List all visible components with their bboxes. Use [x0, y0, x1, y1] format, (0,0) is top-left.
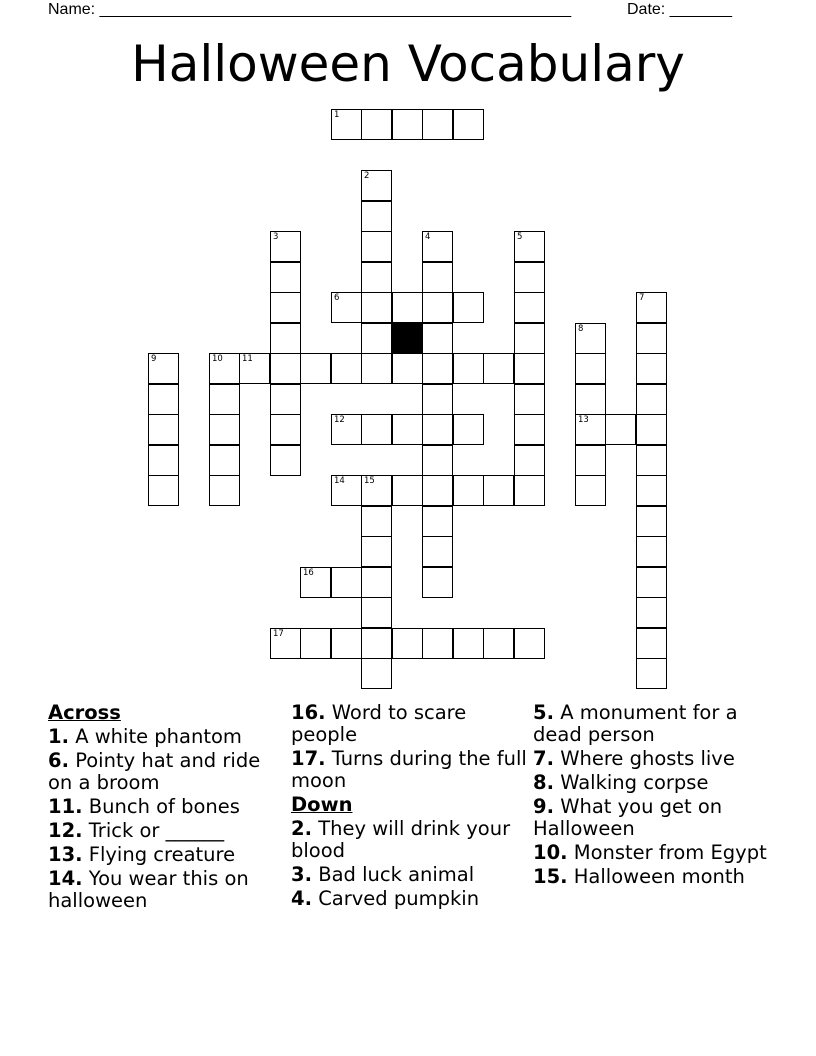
grid-cell[interactable] [605, 414, 636, 445]
grid-cell[interactable] [453, 628, 484, 659]
grid-cell[interactable] [209, 353, 240, 384]
grid-cell[interactable] [209, 475, 240, 506]
grid-cell[interactable] [514, 628, 545, 659]
grid-cell[interactable] [453, 109, 484, 140]
grid-cell[interactable] [361, 231, 392, 262]
grid-cell[interactable] [148, 384, 179, 415]
grid-cell[interactable] [270, 445, 301, 476]
grid-cell[interactable] [361, 201, 392, 232]
clue-across-6: 6. Pointy hat and ride on a broom [48, 749, 261, 794]
cell-number: 11 [242, 354, 253, 364]
grid-cell[interactable] [361, 567, 392, 598]
cell-number: 4 [425, 232, 431, 242]
grid-cell[interactable] [148, 353, 179, 384]
cell-number: 12 [334, 415, 345, 425]
grid-cell[interactable] [361, 628, 392, 659]
grid-cell[interactable] [392, 414, 423, 445]
cell-number: 16 [303, 568, 314, 578]
grid-cell[interactable] [422, 567, 453, 598]
grid-cell[interactable] [300, 567, 331, 598]
grid-cell[interactable] [453, 414, 484, 445]
grid-cell[interactable] [453, 475, 484, 506]
clue-across-14: 14. You wear this on halloween [48, 867, 249, 912]
grid-cell[interactable] [636, 384, 667, 415]
cell-number: 13 [578, 415, 589, 425]
grid-cell[interactable] [361, 353, 392, 384]
clue-down-7: 7. Where ghosts live [533, 747, 735, 770]
page-title: Halloween Vocabulary [131, 35, 685, 93]
grid-cell[interactable] [483, 628, 514, 659]
grid-cell[interactable] [514, 231, 545, 262]
grid-cell[interactable] [514, 414, 545, 445]
grid-cell[interactable] [636, 628, 667, 659]
grid-cell[interactable] [636, 567, 667, 598]
clues-column-2 [291, 702, 531, 912]
grid-cell[interactable] [514, 292, 545, 323]
name-field[interactable]: Name: _____________________________________________________ [48, 1, 572, 18]
clue-across-16: 16. Word to scare people [291, 701, 467, 746]
grid-cell[interactable] [392, 292, 423, 323]
grid-cell[interactable] [514, 475, 545, 506]
grid-cell[interactable] [575, 414, 606, 445]
grid-cell[interactable] [361, 262, 392, 293]
grid-cell[interactable] [636, 658, 667, 689]
clue-across-12: 12. Trick or ______ [48, 819, 225, 842]
grid-cell[interactable] [422, 109, 453, 140]
grid-cell[interactable] [361, 475, 392, 506]
grid-cell[interactable] [636, 445, 667, 476]
grid-cell[interactable] [270, 262, 301, 293]
grid-cell[interactable] [422, 445, 453, 476]
grid-cell[interactable] [361, 109, 392, 140]
grid-cell[interactable] [270, 323, 301, 354]
clue-across-1: 1. A white phantom [48, 725, 242, 748]
grid-cell[interactable] [636, 323, 667, 354]
grid-cell[interactable] [270, 384, 301, 415]
grid-cell[interactable] [422, 262, 453, 293]
grid-cell[interactable] [270, 628, 301, 659]
grid-cell[interactable] [361, 414, 392, 445]
grid-cell[interactable] [239, 353, 270, 384]
cell-number: 6 [334, 293, 340, 303]
grid-cell[interactable] [483, 475, 514, 506]
grid-cell[interactable] [422, 292, 453, 323]
grid-cell[interactable] [361, 597, 392, 628]
cell-number: 1 [334, 110, 340, 120]
grid-cell[interactable] [636, 536, 667, 567]
cell-number: 9 [151, 354, 157, 364]
grid-cell[interactable] [575, 475, 606, 506]
grid-cell[interactable] [331, 628, 362, 659]
clue-down-15: 15. Halloween month [533, 865, 745, 888]
grid-cell[interactable] [636, 353, 667, 384]
clue-across-17: 17. Turns during the full moon [291, 747, 527, 792]
grid-cell[interactable] [361, 506, 392, 537]
grid-cell[interactable] [209, 445, 240, 476]
grid-cell[interactable] [148, 414, 179, 445]
grid-cell[interactable] [422, 384, 453, 415]
grid-cell[interactable] [636, 506, 667, 537]
grid-cell[interactable] [636, 475, 667, 506]
grid-cell[interactable] [331, 353, 362, 384]
down-heading: Down [291, 793, 353, 816]
grid-cell[interactable] [270, 414, 301, 445]
cell-number: 3 [273, 232, 279, 242]
grid-cell[interactable] [209, 384, 240, 415]
cell-number: 7 [639, 293, 645, 303]
grid-cell[interactable] [361, 292, 392, 323]
grid-cell[interactable] [300, 353, 331, 384]
grid-cell[interactable] [331, 414, 362, 445]
cell-number: 15 [364, 476, 375, 486]
clue-down-9: 9. What you get on Halloween [533, 795, 723, 840]
grid-cell[interactable] [270, 231, 301, 262]
grid-cell[interactable] [422, 353, 453, 384]
date-field[interactable]: Date: _______ [627, 1, 732, 18]
clue-down-8: 8. Walking corpse [533, 771, 709, 794]
grid-cell[interactable] [514, 384, 545, 415]
cell-number: 14 [334, 476, 345, 486]
grid-cell[interactable] [514, 353, 545, 384]
grid-cell[interactable] [514, 262, 545, 293]
grid-cell[interactable] [422, 536, 453, 567]
across-heading: Across [48, 701, 121, 724]
grid-cell[interactable] [270, 353, 301, 384]
grid-cell[interactable] [148, 475, 179, 506]
grid-cell[interactable] [636, 597, 667, 628]
grid-cell[interactable] [392, 109, 423, 140]
grid-cell[interactable] [636, 414, 667, 445]
grid-cell[interactable] [331, 475, 362, 506]
grid-cell[interactable] [331, 292, 362, 323]
clue-across-13: 13. Flying creature [48, 843, 236, 866]
grid-cell[interactable] [575, 384, 606, 415]
grid-cell[interactable] [148, 445, 179, 476]
grid-cell[interactable] [453, 353, 484, 384]
grid-cell[interactable] [331, 109, 362, 140]
clues-column-1 [48, 702, 288, 914]
grid-cell[interactable] [453, 292, 484, 323]
grid-cell[interactable] [392, 475, 423, 506]
cell-number: 8 [578, 324, 584, 334]
grid-cell[interactable] [209, 414, 240, 445]
grid-cell[interactable] [636, 292, 667, 323]
black-square [392, 323, 423, 354]
grid-cell[interactable] [361, 323, 392, 354]
clue-across-11: 11. Bunch of bones [48, 795, 240, 818]
grid-cell[interactable] [361, 658, 392, 689]
grid-cell[interactable] [422, 323, 453, 354]
grid-cell[interactable] [514, 445, 545, 476]
grid-cell[interactable] [483, 353, 514, 384]
grid-cell[interactable] [422, 628, 453, 659]
cell-number: 17 [273, 629, 284, 639]
grid-cell[interactable] [514, 323, 545, 354]
clue-down-10: 10. Monster from Egypt [533, 841, 767, 864]
grid-cell[interactable] [270, 292, 301, 323]
grid-cell[interactable] [422, 231, 453, 262]
grid-cell[interactable] [575, 323, 606, 354]
grid-cell[interactable] [361, 536, 392, 567]
clue-down-3: 3. Bad luck animal [291, 863, 475, 886]
clues-column-3 [533, 702, 773, 890]
grid-cell[interactable] [422, 506, 453, 537]
grid-cell[interactable] [392, 628, 423, 659]
grid-cell[interactable] [422, 414, 453, 445]
grid-cell[interactable] [300, 628, 331, 659]
clue-down-4: 4. Carved pumpkin [291, 887, 480, 910]
cell-number: 2 [364, 171, 370, 181]
clue-down-5: 5. A monument for a dead person [533, 701, 738, 746]
grid-cell[interactable] [361, 170, 392, 201]
grid-cell[interactable] [331, 567, 362, 598]
grid-cell[interactable] [422, 475, 453, 506]
cell-number: 5 [517, 232, 523, 242]
grid-cell[interactable] [575, 353, 606, 384]
grid-cell[interactable] [392, 353, 423, 384]
clue-down-2: 2. They will drink your blood [291, 817, 511, 862]
cell-number: 10 [212, 354, 223, 364]
grid-cell[interactable] [575, 445, 606, 476]
